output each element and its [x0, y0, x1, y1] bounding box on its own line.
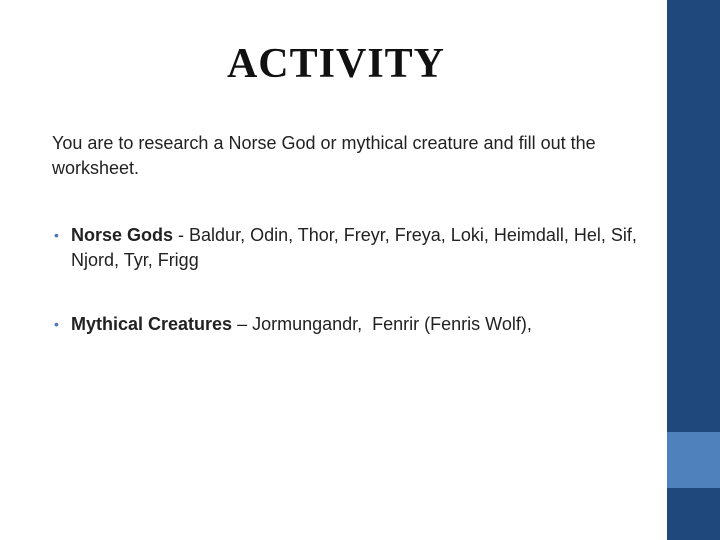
- bullet-separator: -: [173, 225, 190, 245]
- bullet-text: Baldur, Odin, Thor, Freyr, Freya, Loki, Heimdall, Hel, Sif, Njord, Tyr, Frigg: [71, 225, 637, 270]
- slide-title: ACTIVITY: [226, 41, 446, 87]
- bullet-dot-icon: •: [54, 227, 59, 243]
- side-decoration-accent: [667, 432, 720, 488]
- bullet-norse-gods: [52, 223, 652, 273]
- bullet-term: Mythical Creatures: [71, 314, 233, 334]
- bullet-term: Norse Gods: [71, 225, 174, 245]
- bullet-mythical-creatures: [52, 312, 652, 337]
- intro-text: You are to research a Norse God or mythical creature and fill out the worksheet.: [52, 133, 596, 178]
- bullet-separator: –: [232, 314, 253, 334]
- side-decoration-bar: [667, 0, 720, 540]
- bullet-dot-icon: •: [54, 316, 59, 332]
- bullet-text: Jormungandr, Fenrir (Fenris Wolf),: [252, 314, 532, 334]
